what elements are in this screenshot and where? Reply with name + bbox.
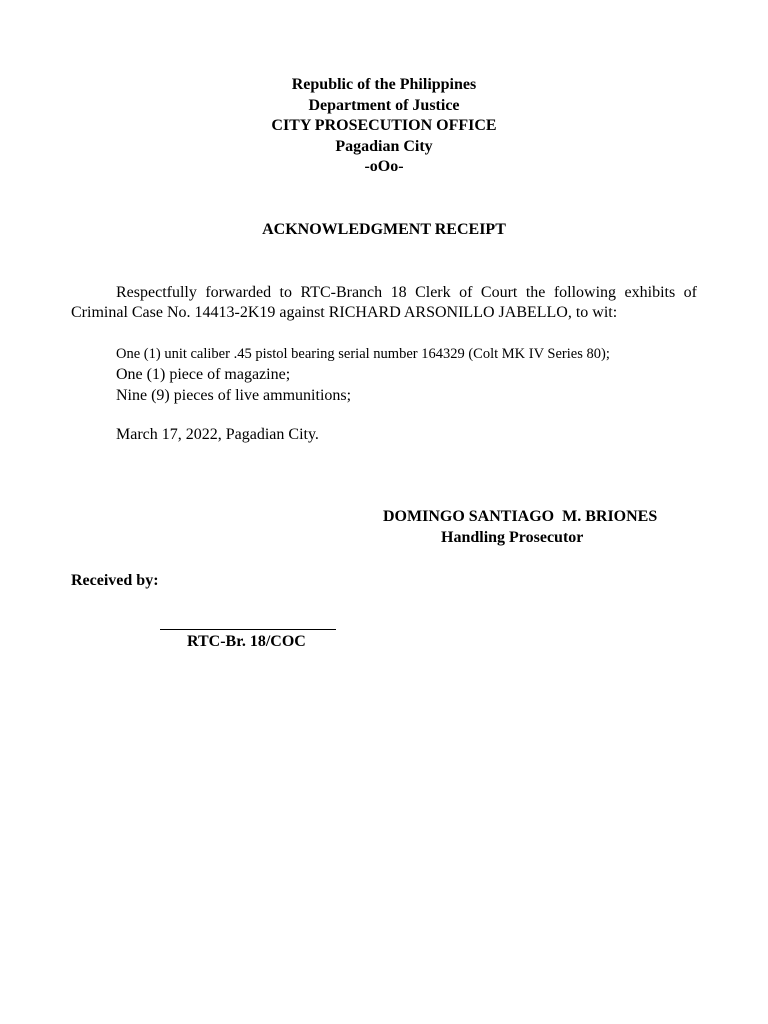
header-office: CITY PROSECUTION OFFICE xyxy=(271,117,497,134)
exhibit-list xyxy=(116,344,716,406)
signature-line xyxy=(160,629,336,630)
header-city: Pagadian City xyxy=(335,137,433,155)
header-department: Department of Justice xyxy=(308,96,460,114)
receiver-name: RTC-Br. 18/COC xyxy=(187,633,306,650)
signatory-name: DOMINGO SANTIAGO M. BRIONES xyxy=(383,508,658,525)
exhibit-item: One (1) unit caliber .45 pistol bearing serial number 164329 (Colt MK IV Series 80); xyxy=(116,346,610,362)
exhibit-item: Nine (9) pieces of live ammunitions; xyxy=(116,387,352,404)
date-place: March 17, 2022, Pagadian City. xyxy=(116,426,319,443)
exhibit-item: One (1) piece of magazine; xyxy=(116,366,291,383)
document-header xyxy=(0,75,768,178)
header-republic: Republic of the Philippines xyxy=(291,76,477,93)
header-ornament: -oOo- xyxy=(364,158,404,175)
signatory-title: Handling Prosecutor xyxy=(441,529,584,546)
body-paragraph: Respectfully forwarded to RTC-Branch 18 Clerk of Court the following exhibits of Criminal Case No. 14413-2K19 against RICHARD ARSONILLO JABELLO, to wit: xyxy=(71,284,697,321)
received-by-label: Received by: xyxy=(71,572,159,589)
document-title: ACKNOWLEDGMENT RECEIPT xyxy=(262,221,506,238)
